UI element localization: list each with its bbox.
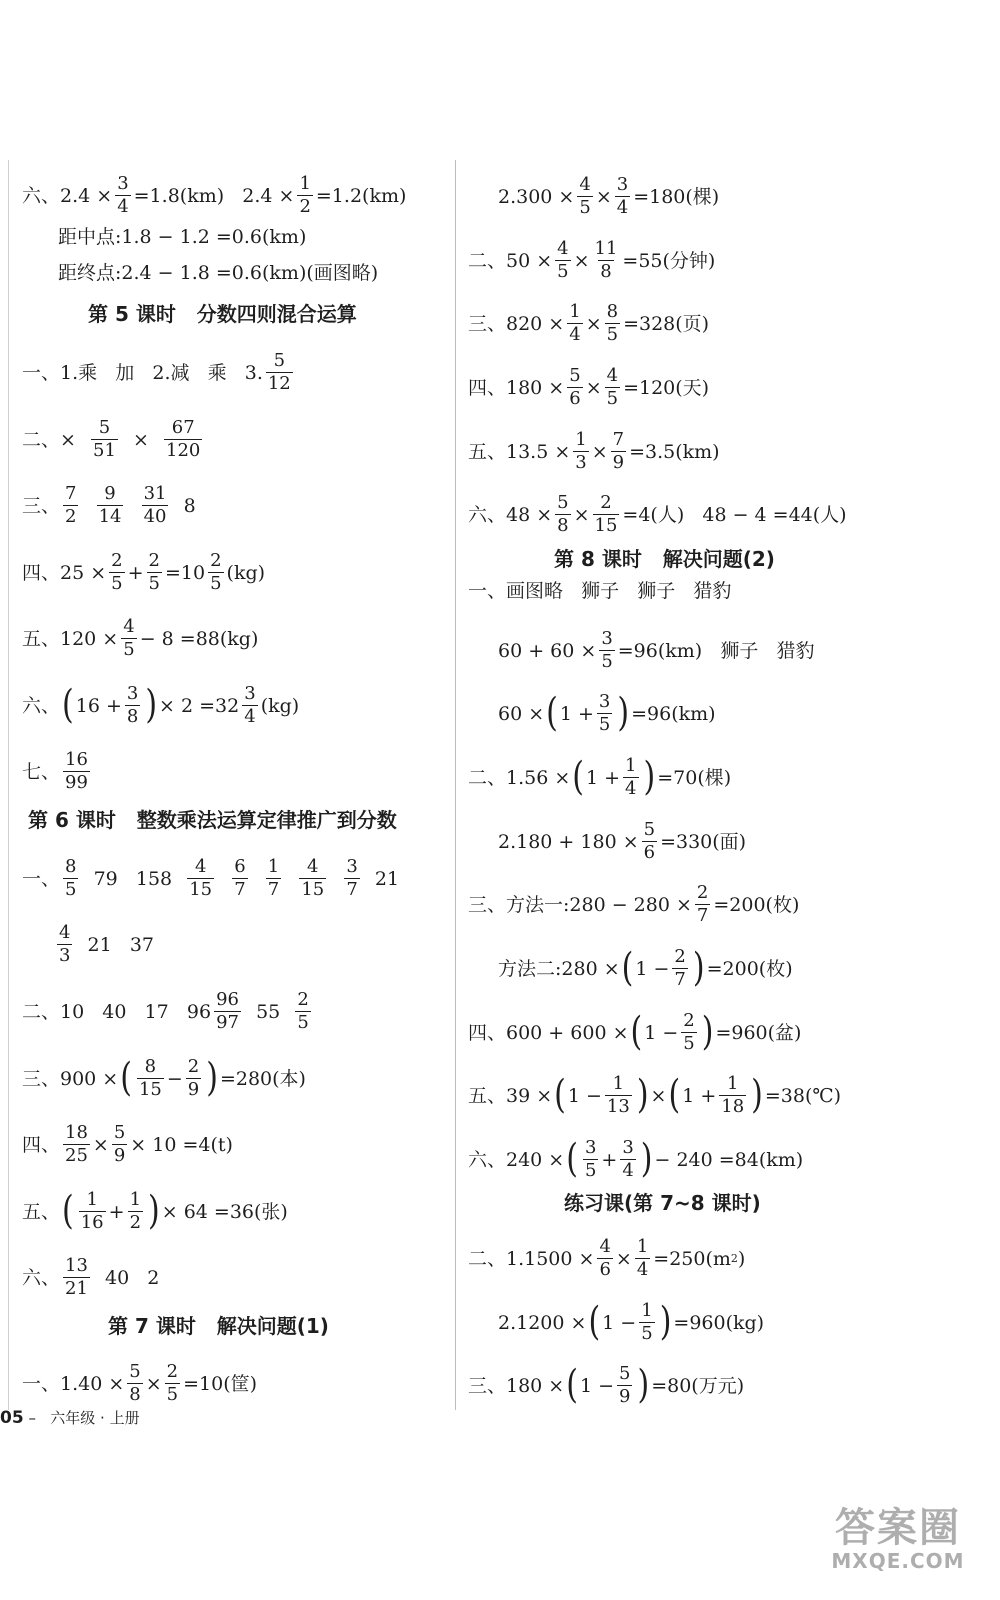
- answer-line: 2.300 × $\frac{4}{5}$ × $\frac{3}{4}$ =180(棵): [498, 174, 720, 218]
- answer-line: 三、820 × $\frac{1}{4}$ × $\frac{8}{5}$ =328(页): [468, 301, 710, 345]
- answer-line: 四、600 + 600 × ( 1 − $\frac{2}{5}$ ) =960(盆): [468, 1009, 802, 1055]
- answer-line: 五、120 × $\frac{4}{5}$ − 8 =88(kg): [22, 616, 259, 660]
- watermark: [818, 1500, 978, 1580]
- column-divider: [455, 160, 456, 1410]
- section-heading: 第 6 课时 整数乘法运算定律推广到分数: [28, 808, 397, 832]
- answer-line: 2.180 + 180 × $\frac{5}{6}$ =330(面): [498, 819, 747, 863]
- answer-line: 六、240 × ( $\frac{3}{5}$ + $\frac{3}{4}$ ) − 240 =84(km): [468, 1136, 804, 1182]
- answer-line: 距终点:2.4 − 1.8 =0.6(km)(画图略): [58, 262, 379, 284]
- section-heading: 第 8 课时 解决问题(2): [554, 547, 775, 571]
- answer-line: 二、50 × $\frac{4}{5}$ × $\frac{11}{8}$ =55(分钟): [468, 238, 716, 282]
- answer-line: 二、1.1500 × $\frac{4}{6}$ × $\frac{1}{4}$ =250(m 2 ): [468, 1236, 746, 1280]
- answer-line: 方法二:280 × ( 1 − $\frac{2}{7}$ ) =200(枚): [498, 945, 793, 991]
- answer-line: 三、方法一:280 − 280 × $\frac{2}{7}$ =200(枚): [468, 882, 800, 926]
- answer-line: 三、180 × ( 1 − $\frac{5}{9}$ ) =80(万元): [468, 1362, 745, 1408]
- answer-line: 一、1.40 × $\frac{5}{8}$ × $\frac{2}{5}$ =10(筐): [22, 1361, 258, 1405]
- answer-line: 六、2.4 × $\frac{3}{4}$ =1.8(km) 2.4 × $\frac{1}{2}$ =1.2(km): [22, 173, 407, 217]
- answer-line: 五、39 × ( 1 − $\frac{1}{13}$ ) × ( 1 + $\frac{1}{18}$ ) =38(℃): [468, 1072, 842, 1118]
- answer-line: 一、 $\frac{8}{5}$ 79 158 $\frac{4}{15}$ $\frac{6}{7}$ $\frac{1}{7}$ $\frac{4}{15}$ $\frac{3}{7}$ 21: [22, 856, 400, 900]
- answer-line: 五、13.5 × $\frac{1}{3}$ × $\frac{7}{9}$ =3.5(km): [468, 429, 720, 473]
- answer-line: 四、25 × $\frac{2}{5}$ + $\frac{2}{5}$ =10 $\frac{2}{5}$ (kg): [22, 550, 266, 594]
- answer-line: 三、900 × ( $\frac{8}{15}$ − $\frac{2}{9}$ ) =280(本): [22, 1055, 306, 1101]
- answer-line: 二、× $\frac{5}{51}$ × $\frac{67}{120}$: [22, 417, 201, 461]
- answer-line: 二、1.56 × ( 1 + $\frac{1}{4}$ ) =70(棵): [468, 754, 732, 800]
- left-margin-line: [8, 160, 9, 1410]
- page-number: 05: [0, 1408, 24, 1428]
- answer-line: 二、10 40 17 96 $\frac{96}{97}$ 55 $\frac{2}{5}$: [22, 989, 309, 1033]
- answer-line: 60 + 60 × $\frac{3}{5}$ =96(km) 狮子 猎豹: [498, 628, 815, 672]
- watermark-url: MXQE.COM: [831, 1549, 965, 1573]
- answer-line: 四、 $\frac{18}{25}$ × $\frac{5}{9}$ × 10 =4(t): [22, 1122, 233, 1166]
- answer-line: 七、 $\frac{16}{99}$: [22, 749, 88, 793]
- answer-line: $\frac{4}{3}$ 21 37: [59, 922, 155, 966]
- answer-line: 六、 ( 16 + $\frac{3}{8}$ ) × 2 =32 $\frac{3}{4}$ (kg): [22, 682, 300, 728]
- answer-line: 六、48 × $\frac{5}{8}$ × $\frac{2}{15}$ =4(人) 48 − 4 =44(人): [468, 492, 847, 536]
- section-heading: 第 7 课时 解决问题(1): [108, 1314, 329, 1338]
- watermark-logo: 答案圈: [835, 1505, 961, 1551]
- book-label: 六年级 · 上册: [50, 1409, 140, 1427]
- answer-line: 四、180 × $\frac{5}{6}$ × $\frac{4}{5}$ =120(天): [468, 365, 710, 409]
- answer-line: 三、 $\frac{7}{2}$ $\frac{9}{14}$ $\frac{31}{40}$ 8: [22, 483, 196, 527]
- answer-line: 一、画图略 狮子 狮子 猎豹: [468, 580, 732, 602]
- page-footer: 05 – 六年级 · 上册: [0, 1408, 140, 1428]
- answer-line: 六、 $\frac{13}{21}$ 40 2: [22, 1255, 160, 1299]
- answer-line: 五、 ( $\frac{1}{16}$ + $\frac{1}{2}$ ) × 64 =36(张): [22, 1188, 288, 1234]
- answer-line: 60 × ( 1 + $\frac{3}{5}$ ) =96(km): [498, 690, 716, 736]
- section-heading: 第 5 课时 分数四则混合运算: [88, 302, 357, 326]
- answer-line: 2.1200 × ( 1 − $\frac{1}{5}$ ) =960(kg): [498, 1299, 765, 1345]
- answer-line: 一、1.乘 加 2.减 乘 3. $\frac{5}{12}$: [22, 350, 291, 394]
- section-heading: 练习课(第 7~8 课时): [564, 1191, 761, 1215]
- answer-line: 距中点:1.8 − 1.2 =0.6(km): [58, 226, 307, 248]
